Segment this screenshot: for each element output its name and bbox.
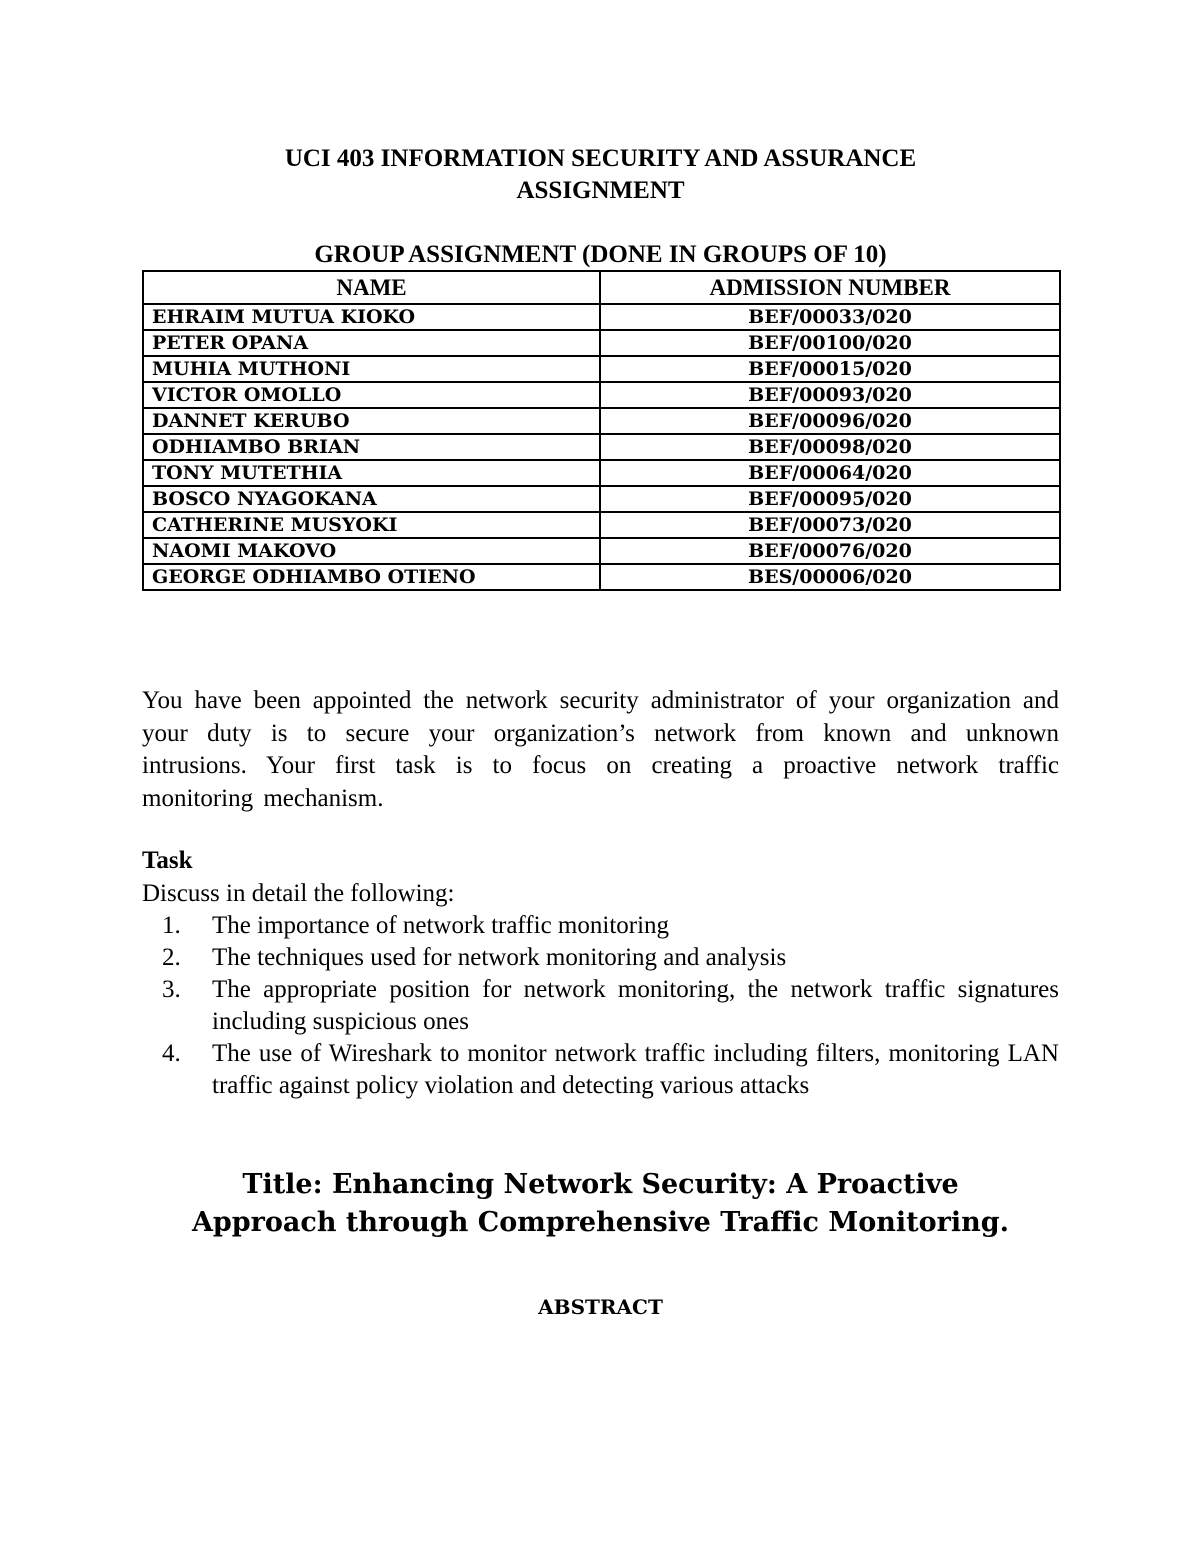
table-row [143,512,1060,538]
table-row [143,434,1060,460]
member-name: NAOMI MAKOVO [143,538,600,564]
member-name: PETER OPANA [143,330,600,356]
course-title-line-1: UCI 403 INFORMATION SECURITY AND ASSURANCE [284,145,917,172]
table-row [143,356,1060,382]
list-item-text: The appropriate position for network monitoring, the network traffic signatures including suspicious ones [212,976,1059,1035]
member-name: EHRAIM MUTUA KIOKO [143,304,600,330]
abstract-heading: ABSTRACT [538,1295,663,1319]
table-row [143,330,1060,356]
list-item-number: 2. [162,944,181,971]
table-row [143,460,1060,486]
column-header-admission: ADMISSION NUMBER [600,271,1060,304]
list-item [142,942,1059,974]
table-header-row [143,271,1060,304]
task-intro: Discuss in detail the following: [142,880,455,907]
member-name: CATHERINE MUSYOKI [143,512,600,538]
list-item-number: 4. [162,1040,181,1067]
table-row [143,408,1060,434]
member-name: DANNET KERUBO [143,408,600,434]
course-title [142,143,1059,207]
list-item [142,1038,1059,1102]
paper-title-line-2: Approach through Comprehensive Traffic Monitoring. [191,1207,1010,1238]
intro-paragraph: You have been appointed the network security administrator of your organization and your duty is to secure your organization’s network from known and unknown intrusions. Your first task is to focus on creating a proactive network traffic monitoring mechanism. [142,687,1059,812]
list-item [142,974,1059,1038]
task-heading: Task [142,847,193,874]
member-admission-number: BEF/00098/020 [600,434,1060,460]
paper-title-line-1: Title: Enhancing Network Security: A Proactive [242,1169,959,1200]
member-name: ODHIAMBO BRIAN [143,434,600,460]
table-row [143,538,1060,564]
list-item-text: The importance of network traffic monitoring [212,912,670,939]
table-row [143,304,1060,330]
member-name: VICTOR OMOLLO [143,382,600,408]
member-admission-number: BEF/00073/020 [600,512,1060,538]
member-name: BOSCO NYAGOKANA [143,486,600,512]
column-header-name: NAME [143,271,600,304]
group-members-table [142,270,1061,591]
member-name: GEORGE ODHIAMBO OTIENO [143,564,600,590]
member-admission-number: BES/00006/020 [600,564,1060,590]
member-admission-number: BEF/00100/020 [600,330,1060,356]
course-title-line-2: ASSIGNMENT [516,177,685,204]
task-list [142,910,1059,1102]
table-row [143,564,1060,590]
list-item-text: The techniques used for network monitoring and analysis [212,944,787,971]
list-item-number: 1. [162,912,181,939]
list-item-text: The use of Wireshark to monitor network traffic including filters, monitoring LAN traffic against policy violation and detecting various attacks [212,1040,1059,1099]
table-row [143,382,1060,408]
member-admission-number: BEF/00093/020 [600,382,1060,408]
member-admission-number: BEF/00076/020 [600,538,1060,564]
list-item [142,910,1059,942]
table-row [143,486,1060,512]
member-admission-number: BEF/00033/020 [600,304,1060,330]
member-name: MUHIA MUTHONI [143,356,600,382]
group-assignment-title: GROUP ASSIGNMENT (DONE IN GROUPS OF 10) [314,241,887,268]
list-item-number: 3. [162,976,181,1003]
member-admission-number: BEF/00064/020 [600,460,1060,486]
member-admission-number: BEF/00096/020 [600,408,1060,434]
paper-title [142,1166,1059,1242]
member-name: TONY MUTETHIA [143,460,600,486]
member-admission-number: BEF/00015/020 [600,356,1060,382]
member-admission-number: BEF/00095/020 [600,486,1060,512]
